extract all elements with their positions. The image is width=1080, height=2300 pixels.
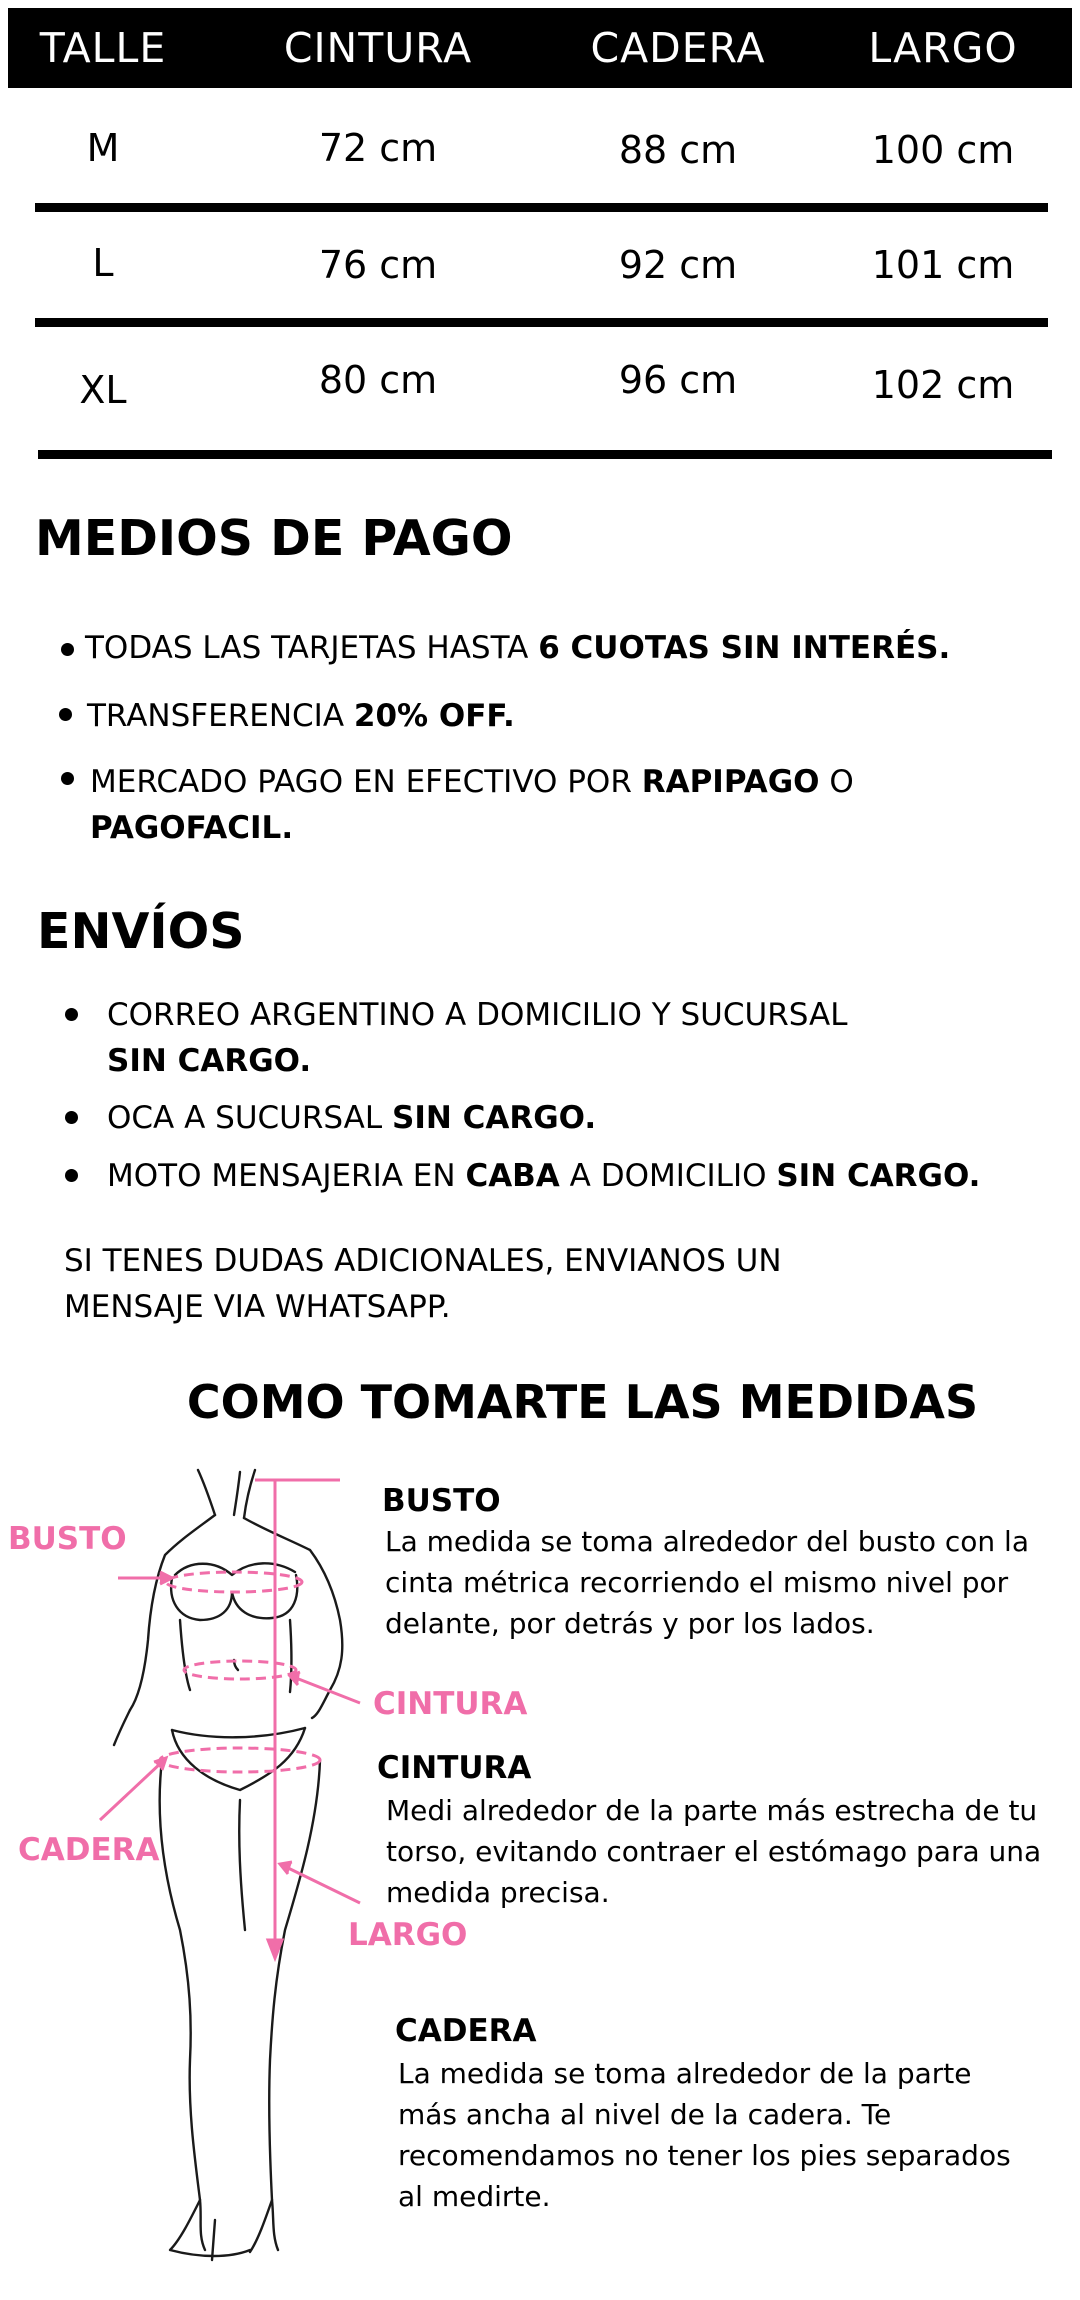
list-item <box>60 1095 1070 1153</box>
cell-size-l: L <box>92 241 114 285</box>
busto-title: BUSTO <box>382 1483 501 1519</box>
bullet-icon <box>65 1111 78 1124</box>
payment-item-bold: RAPIPAGO <box>641 764 820 800</box>
desc-line: torso, evitando contraer el estómago para una <box>386 1835 1042 1868</box>
list-item <box>55 759 1065 859</box>
desc-line: más ancha al nivel de la cadera. Te <box>398 2098 892 2131</box>
desc-line: La medida se toma alrededor de la parte <box>398 2057 972 2090</box>
desc-line: La medida se toma alrededor del busto con la <box>385 1525 1029 1558</box>
desc-line: Medi alrededor de la parte más estrecha de tu <box>386 1794 1038 1827</box>
shipping-title: ENVÍOS <box>37 903 245 960</box>
cell-largo-xl: 102 cm <box>871 363 1015 407</box>
desc-line: cinta métrica recorriendo el mismo nivel por <box>385 1566 1009 1599</box>
payment-item-text: TODAS LAS TARJETAS HASTA <box>85 630 539 666</box>
desc-line: delante, por detrás y por los lados. <box>385 1607 875 1640</box>
list-item <box>60 992 1070 1095</box>
payment-list <box>55 625 1065 859</box>
table-bottom-rule <box>38 450 1052 459</box>
header-cadera: CADERA <box>590 24 766 72</box>
shipping-item-text: CORREO ARGENTINO A DOMICILIO Y SUCURSAL <box>107 997 848 1033</box>
label-busto: BUSTO <box>8 1521 127 1557</box>
bullet-icon <box>61 643 74 656</box>
header-cintura: CINTURA <box>283 24 473 72</box>
header-talle: TALLE <box>39 24 167 72</box>
shipping-item-text-2: A DOMICILIO <box>559 1158 777 1194</box>
bullet-icon <box>65 1008 78 1021</box>
note-line: SI TENES DUDAS ADICIONALES, ENVIANOS UN <box>64 1243 782 1279</box>
shipping-item-bold: CABA <box>465 1158 560 1194</box>
payment-item-text: MERCADO PAGO EN EFECTIVO POR <box>90 764 642 800</box>
cadera-title: CADERA <box>395 2013 537 2049</box>
label-cadera: CADERA <box>18 1832 160 1868</box>
label-largo: LARGO <box>348 1917 468 1953</box>
cell-largo-l: 101 cm <box>871 243 1015 287</box>
payment-item-bold: 20% OFF. <box>353 698 515 734</box>
desc-line: medida precisa. <box>386 1876 610 1909</box>
desc-line: al medirte. <box>398 2180 551 2213</box>
bullet-icon <box>59 708 72 721</box>
label-cintura: CINTURA <box>373 1686 528 1722</box>
bullet-icon <box>61 772 74 785</box>
shipping-item-bold: SIN CARGO. <box>107 1043 312 1079</box>
size-table <box>8 8 1072 463</box>
shipping-item-bold: SIN CARGO. <box>392 1100 597 1136</box>
cell-cadera-l: 92 cm <box>618 243 738 287</box>
payment-item-bold: 6 CUOTAS SIN INTERÉS. <box>538 630 951 666</box>
cell-cintura-m: 72 cm <box>318 126 438 170</box>
shipping-list <box>60 992 1070 1211</box>
list-item <box>60 1153 1070 1211</box>
shipping-item-text: MOTO MENSAJERIA EN <box>107 1158 466 1194</box>
payment-title: MEDIOS DE PAGO <box>35 510 513 567</box>
whatsapp-note <box>64 1238 782 1330</box>
cell-size-m: M <box>86 126 120 170</box>
cintura-description <box>386 1790 1041 1913</box>
shipping-item-bold-2: SIN CARGO. <box>776 1158 981 1194</box>
list-item <box>55 693 1065 759</box>
desc-line: recomendamos no tener los pies separados <box>398 2139 1011 2172</box>
row-divider <box>35 318 1048 327</box>
payment-item-text-2: O <box>819 764 854 800</box>
cell-cintura-xl: 80 cm <box>318 358 438 402</box>
cell-cintura-l: 76 cm <box>318 243 438 287</box>
measures-title: COMO TOMARTE LAS MEDIDAS <box>186 1375 979 1429</box>
list-item <box>55 625 1065 693</box>
note-line: MENSAJE VIA WHATSAPP. <box>64 1289 451 1325</box>
cell-cadera-m: 88 cm <box>618 128 738 172</box>
cell-largo-m: 100 cm <box>871 128 1015 172</box>
row-divider <box>35 203 1048 212</box>
cell-size-xl: XL <box>79 368 127 412</box>
header-largo: LARGO <box>868 24 1018 72</box>
payment-item-text: TRANSFERENCIA <box>87 698 354 734</box>
cintura-title: CINTURA <box>377 1750 532 1786</box>
body-outline-illustration <box>0 1460 380 2280</box>
payment-item-bold-2: PAGOFACIL. <box>90 810 294 846</box>
cadera-description <box>398 2053 1011 2217</box>
busto-description <box>385 1521 1029 1644</box>
cell-cadera-xl: 96 cm <box>618 358 738 402</box>
bullet-icon <box>65 1169 78 1182</box>
shipping-item-text: OCA A SUCURSAL <box>107 1100 392 1136</box>
